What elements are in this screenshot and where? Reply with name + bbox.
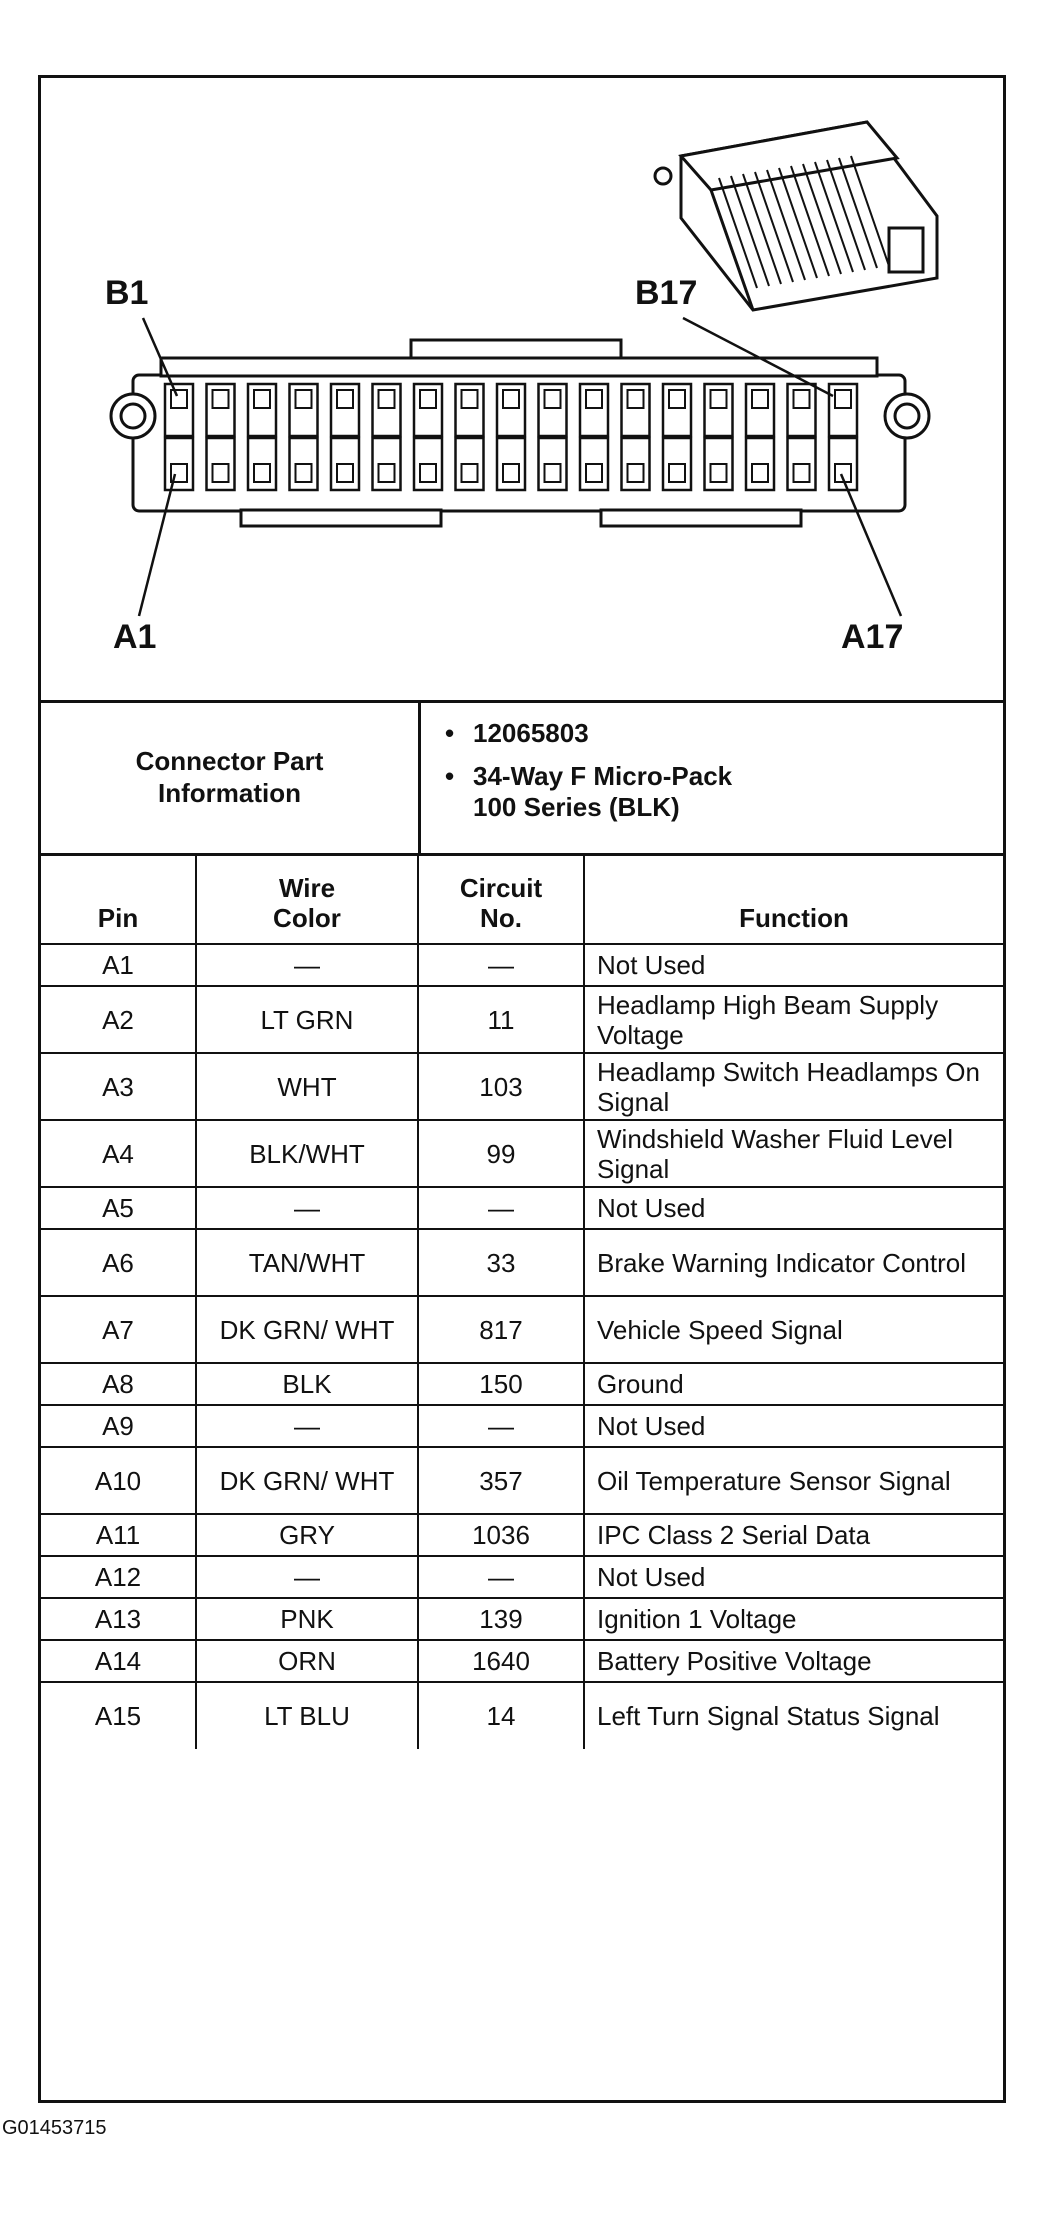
pin-terminal	[628, 390, 644, 408]
table-row	[41, 1296, 1003, 1363]
pin-terminal	[337, 390, 353, 408]
cell-pin: A9	[41, 1405, 196, 1447]
cell-circuit: —	[418, 1187, 584, 1229]
pin-terminal	[337, 464, 353, 482]
pin-terminal	[628, 464, 644, 482]
cell-pin: A4	[41, 1120, 196, 1187]
table-row	[41, 1514, 1003, 1556]
pin-terminal	[379, 390, 395, 408]
cell-circuit: 1036	[418, 1514, 584, 1556]
connector-part-information	[41, 700, 1003, 856]
pin-terminal	[794, 390, 810, 408]
cell-pin: A6	[41, 1229, 196, 1296]
cell-pin: A5	[41, 1187, 196, 1229]
pin-terminal	[420, 464, 436, 482]
pin-label-a17: A17	[841, 618, 904, 656]
cell-circuit: 817	[418, 1296, 584, 1363]
pin-terminal	[586, 390, 602, 408]
figure-id: G01453715	[2, 2117, 107, 2139]
cell-function: Battery Positive Voltage	[584, 1640, 1003, 1682]
table-row	[41, 1053, 1003, 1120]
connector-drawing	[41, 78, 1003, 700]
connector-description-line1: • 34-Way F Micro-Pack	[473, 761, 733, 791]
pin-terminal	[545, 390, 561, 408]
pin-terminal	[296, 464, 312, 482]
cell-function: Ignition 1 Voltage	[584, 1598, 1003, 1640]
cell-pin: A12	[41, 1556, 196, 1598]
cell-pin: A10	[41, 1447, 196, 1514]
cell-circuit: 150	[418, 1363, 584, 1405]
cell-wire-color: —	[196, 1187, 418, 1229]
pin-terminal	[794, 464, 810, 482]
pin-terminal	[296, 390, 312, 408]
cell-wire-color: DK GRN/ WHT	[196, 1447, 418, 1514]
table-row	[41, 1405, 1003, 1447]
table-row	[41, 1556, 1003, 1598]
pin-label-b17: B17	[635, 274, 698, 312]
header-wire-color	[196, 854, 418, 944]
table-row	[41, 1120, 1003, 1187]
cell-pin: A8	[41, 1363, 196, 1405]
cell-wire-color: —	[196, 1556, 418, 1598]
pin-terminal	[254, 464, 270, 482]
connector-pin-grid	[165, 384, 857, 490]
cell-pin: A14	[41, 1640, 196, 1682]
pin-terminal	[752, 464, 768, 482]
pin-terminal	[669, 390, 685, 408]
table-row	[41, 1447, 1003, 1514]
cell-function: Oil Temperature Sensor Signal	[584, 1447, 1003, 1514]
pin-terminal	[586, 464, 602, 482]
pin-terminal	[171, 390, 187, 408]
header-wire-color-line1: Wire	[278, 873, 336, 903]
connector-info-label-line1: Connector Part	[135, 745, 324, 776]
cell-circuit: 14	[418, 1682, 584, 1749]
cell-wire-color: DK GRN/ WHT	[196, 1296, 418, 1363]
cell-wire-color: TAN/WHT	[196, 1229, 418, 1296]
connector-figure	[38, 75, 1006, 2103]
connector-description-line2: 100 Series (BLK)	[473, 792, 680, 822]
cell-wire-color: —	[196, 944, 418, 986]
cell-wire-color: LT GRN	[196, 986, 418, 1053]
pin-terminal	[420, 390, 436, 408]
header-circuit-line2: No.	[480, 903, 522, 933]
pin-terminal	[462, 464, 478, 482]
cell-function: Not Used	[584, 1556, 1003, 1598]
table-row	[41, 986, 1003, 1053]
table-row	[41, 1640, 1003, 1682]
connector-diagram	[41, 78, 1003, 703]
pin-terminal	[462, 390, 478, 408]
cell-circuit: 357	[418, 1447, 584, 1514]
pin-terminal	[545, 464, 561, 482]
table-row	[41, 944, 1003, 986]
pinout-table-body	[41, 944, 1003, 1749]
cell-pin: A3	[41, 1053, 196, 1120]
connector-part-number: • 12065803	[473, 718, 1003, 749]
table-row	[41, 1598, 1003, 1640]
cell-function: Not Used	[584, 944, 1003, 986]
cell-circuit: —	[418, 1405, 584, 1447]
pin-terminal	[669, 464, 685, 482]
cell-wire-color: LT BLU	[196, 1682, 418, 1749]
cell-pin: A11	[41, 1514, 196, 1556]
cell-circuit: 1640	[418, 1640, 584, 1682]
cell-wire-color: GRY	[196, 1514, 418, 1556]
pinout-table	[41, 853, 1003, 1749]
cell-function: Brake Warning Indicator Control	[584, 1229, 1003, 1296]
cell-circuit: —	[418, 1556, 584, 1598]
cell-circuit: 11	[418, 986, 584, 1053]
pin-label-b1: B1	[105, 274, 149, 312]
cell-pin: A1	[41, 944, 196, 986]
cell-pin: A15	[41, 1682, 196, 1749]
cell-circuit: 139	[418, 1598, 584, 1640]
table-row	[41, 1187, 1003, 1229]
pin-terminal	[752, 390, 768, 408]
table-row	[41, 1682, 1003, 1749]
cell-pin: A13	[41, 1598, 196, 1640]
pin-terminal	[379, 464, 395, 482]
cell-pin: A2	[41, 986, 196, 1053]
cell-wire-color: ORN	[196, 1640, 418, 1682]
cell-function: Not Used	[584, 1187, 1003, 1229]
cell-function: Headlamp High Beam Supply Voltage	[584, 986, 1003, 1053]
pin-terminal	[213, 464, 229, 482]
header-function: Function	[584, 854, 1003, 944]
cell-function: Not Used	[584, 1405, 1003, 1447]
header-circuit-line1: Circuit	[459, 873, 543, 903]
cell-function: Windshield Washer Fluid Level Signal	[584, 1120, 1003, 1187]
cell-circuit: 103	[418, 1053, 584, 1120]
cell-pin: A7	[41, 1296, 196, 1363]
pin-label-a1: A1	[113, 618, 157, 656]
cell-circuit: —	[418, 944, 584, 986]
header-wire-color-line2: Color	[273, 903, 341, 933]
table-row	[41, 1229, 1003, 1296]
cell-wire-color: —	[196, 1405, 418, 1447]
cell-wire-color: WHT	[196, 1053, 418, 1120]
table-header-row	[41, 854, 1003, 944]
connector-info-details	[421, 700, 1003, 853]
cell-function: IPC Class 2 Serial Data	[584, 1514, 1003, 1556]
pin-terminal	[254, 390, 270, 408]
table-row	[41, 1363, 1003, 1405]
cell-wire-color: PNK	[196, 1598, 418, 1640]
cell-circuit: 99	[418, 1120, 584, 1187]
connector-info-label-line2: Information	[158, 777, 301, 808]
pin-terminal	[213, 390, 229, 408]
cell-wire-color: BLK	[196, 1363, 418, 1405]
connector-info-label	[41, 700, 421, 853]
pin-terminal	[711, 464, 727, 482]
pin-terminal	[503, 464, 519, 482]
connector-description	[473, 761, 1003, 823]
pin-terminal	[503, 390, 519, 408]
header-pin: Pin	[41, 854, 196, 944]
header-circuit-no	[418, 854, 584, 944]
pin-terminal	[711, 390, 727, 408]
cell-function: Vehicle Speed Signal	[584, 1296, 1003, 1363]
pin-terminal	[835, 390, 851, 408]
cell-wire-color: BLK/WHT	[196, 1120, 418, 1187]
cell-function: Left Turn Signal Status Signal	[584, 1682, 1003, 1749]
cell-circuit: 33	[418, 1229, 584, 1296]
cell-function: Headlamp Switch Headlamps On Signal	[584, 1053, 1003, 1120]
cell-function: Ground	[584, 1363, 1003, 1405]
